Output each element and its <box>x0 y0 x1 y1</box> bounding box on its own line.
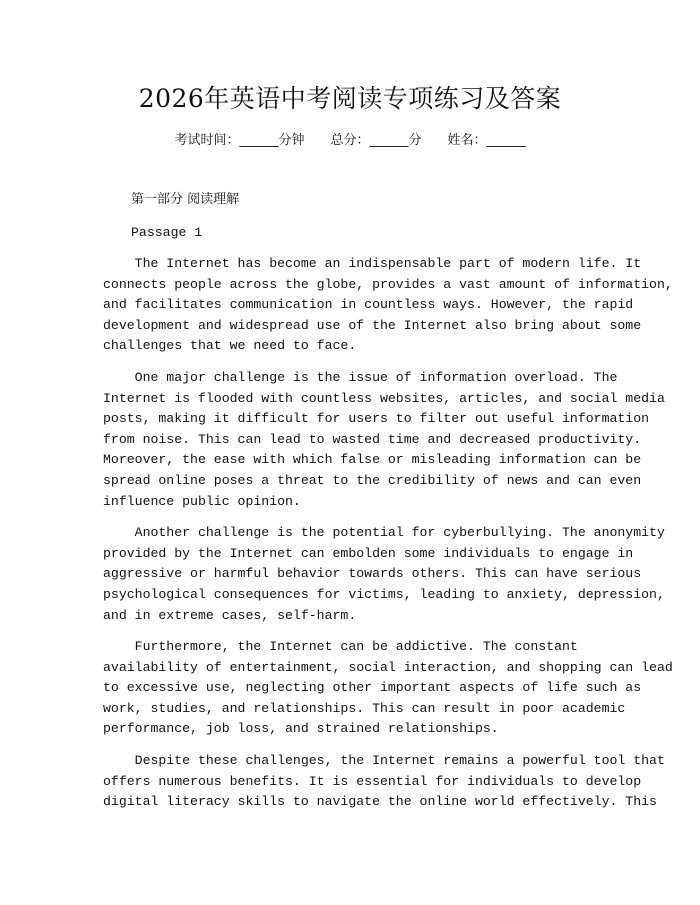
document-title: 2026年英语中考阅读专项练习及答案 <box>138 84 562 113</box>
passage-label: Passage 1 <box>131 225 203 240</box>
section-heading: 第一部分 阅读理解 <box>131 192 240 207</box>
paragraph: Furthermore, the Internet can be addictive. The constant availability of entertainment, social interaction, and shopping can lead to excessive use, neglecting other important aspects of life such as work, studies, and relationships. This can result in poor academic performance, job loss, and strained relationships. <box>103 639 673 737</box>
exam-info-line <box>0 131 700 151</box>
exam-time-field: 考试时间：______分钟 <box>174 133 305 148</box>
paragraph: Despite these challenges, the Internet remains a powerful tool that offers numerous benefits. It is essential for individuals to develop digital literacy skills to navigate the online world effectively. This <box>103 753 665 810</box>
paragraph: The Internet has become an indispensable part of modern life. It connects people across the globe, provides a vast amount of information, and facilitates communication in countless ways. However, the rapid development and widespread use of the Internet also bring about some challenges that we need to face. <box>103 256 673 354</box>
paragraph: One major challenge is the issue of information overload. The Internet is flooded with countless websites, articles, and social media posts, making it difficult for users to filter out useful information from noise. This can lead to wasted time and decreased productivity. Moreover, the ease with which false or misleading information can be spread online poses a threat to the credibility of news and can even influence public opinion. <box>103 369 665 509</box>
paragraph: Another challenge is the potential for cyberbullying. The anonymity provided by the Internet can embolden some individuals to engage in aggressive or harmful behavior towards others. This can have serious psychological consequences for victims, leading to anxiety, depression, and in extreme cases, self-harm. <box>103 525 665 623</box>
name-field: 姓名：______ <box>447 133 526 148</box>
total-score-field: 总分：______分 <box>330 133 422 148</box>
passage-body <box>103 254 673 824</box>
